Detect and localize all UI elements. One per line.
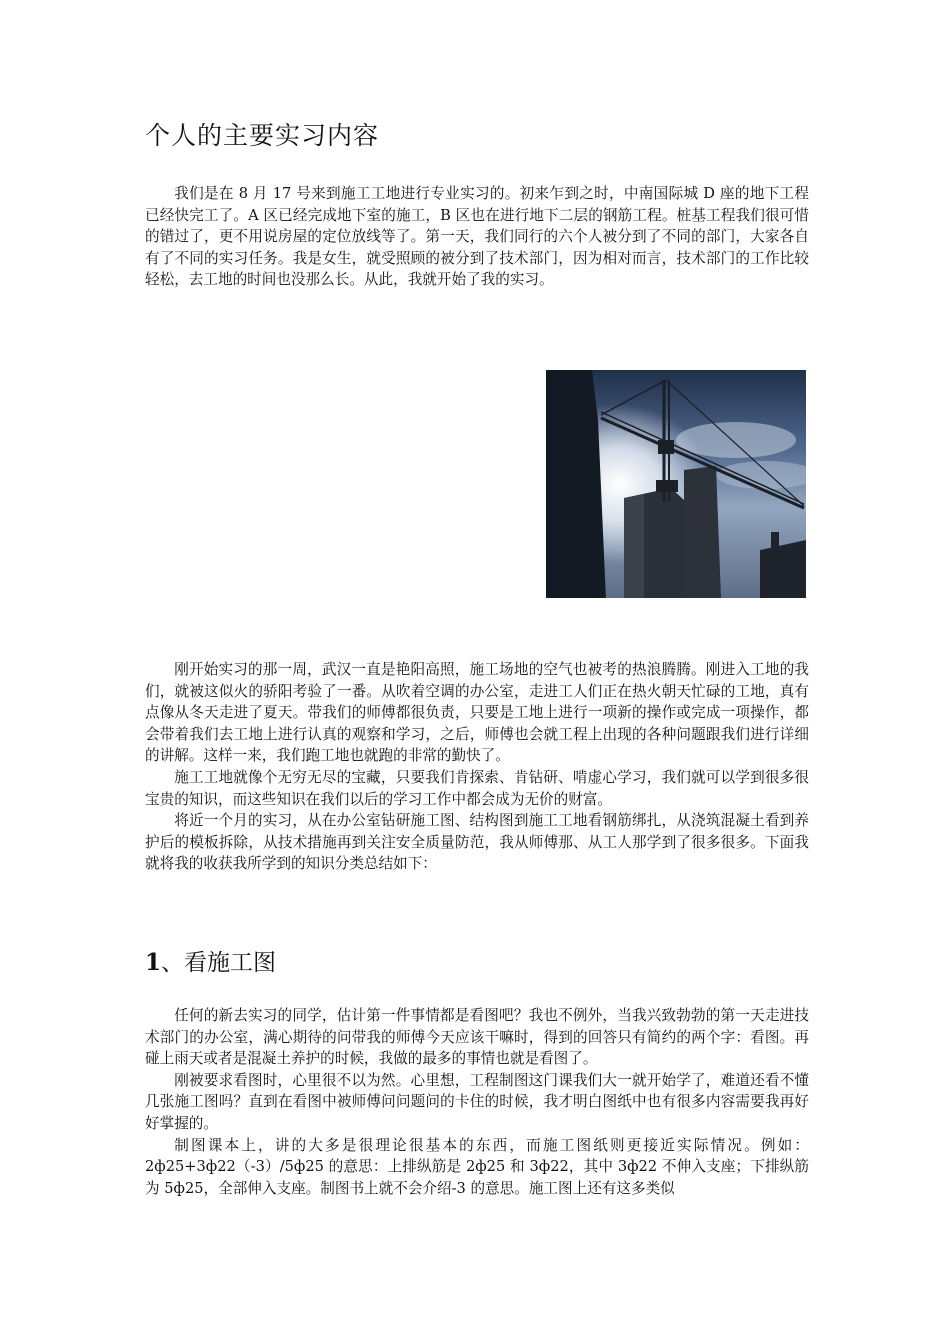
paragraph: 任何的新去实习的同学，估计第一件事情都是看图吧？我也不例外，当我兴致勃勃的第一天走进技术部门的办公室，满心期待的问带我的师傅今天应该干嘛时，得到的回答只有简约的两个字：看图。再碰上雨天或者是混凝土养护的时候，我做的最多的事情也就是看图了。 [145,1007,809,1068]
paragraph: 刚被要求看图时，心里很不以为然。心里想，工程制图这门课我们大一就开始学了，难道还看不懂几张施工图吗？直到在看图中被师傅问问题问的卡住的时候，我才明白图纸中也有很多内容需要我再好好掌握的。 [145,1071,809,1132]
body-paragraph-block [145,659,809,875]
intro-paragraph-block [145,183,809,291]
paragraph: 我们是在 8 月 17 号来到施工工地进行专业实习的。初来乍到之时，中南国际城 D 座的地下工程已经快完工了。A 区已经完成地下室的施工，B 区也在进行地下二层的钢筋工程。桩基工程我们很可惜的错过了，更不用说房屋的定位放线等了。第一天，我们同行的六个人被分到了不同的部门，大家各自有了不同的实习任务。我是女生，就受照顾的被分到了技术部门，因为相对而言，技术部门的工作比较轻松，去工地的时间也没那么长。从此，我就开始了我的实习。 [145,185,809,289]
paragraph: 刚开始实习的那一周，武汉一直是艳阳高照，施工场地的空气也被考的热浪腾腾。刚进入工地的我们，就被这似火的骄阳考验了一番。从吹着空调的办公室，走进工人们正在热火朝天忙碌的工地，真有点像从冬天走进了夏天。带我们的师傅都很负责，只要是工地上进行一项新的操作或完成一项操作，都会带着我们去工地上进行认真的观察和学习，之后，师傅也会就工程上出现的各种问题跟我们进行详细的讲解。这样一来，我们跑工地也就跑的非常的勤快了。 [145,661,809,765]
paragraph: 将近一个月的实习，从在办公室钻研施工图、结构图到施工工地看钢筋绑扎，从浇筑混凝土看到养护后的模板拆除，从技术措施再到关注安全质量防范，我从师傅那、从工人那学到了很多很多。下面我就将我的收获我所学到的知识分类总结如下： [145,812,809,873]
subsection-number: 1 [145,949,162,976]
subsection-title [145,944,276,977]
paragraph: 制图课本上，讲的大多是很理论很基本的东西，而施工图纸则更接近实际情况。例如：2ф25+3ф22（-3）/5ф25 的意思：上排纵筋是 2ф25 和 3ф22，其中 3ф22 不伸入支座；下排纵筋为 5ф25，全部伸入支座。制图书上就不会介绍-3 的意思。施工图上还有这多类似 [145,1136,809,1197]
subsection-title-text: 、看施工图 [161,950,277,976]
construction-crane-photo [546,370,806,598]
crane-photo-image [546,370,806,598]
paragraph: 施工工地就像个无穷无尽的宝藏，只要我们肯探索、肯钻研、啃虚心学习，我们就可以学到很多很宝贵的知识，而这些知识在我们以后的学习工作中都会成为无价的财富。 [145,768,809,808]
subsection-paragraph-block [145,1005,809,1199]
section-title: 个人的主要实习内容 [145,121,380,150]
